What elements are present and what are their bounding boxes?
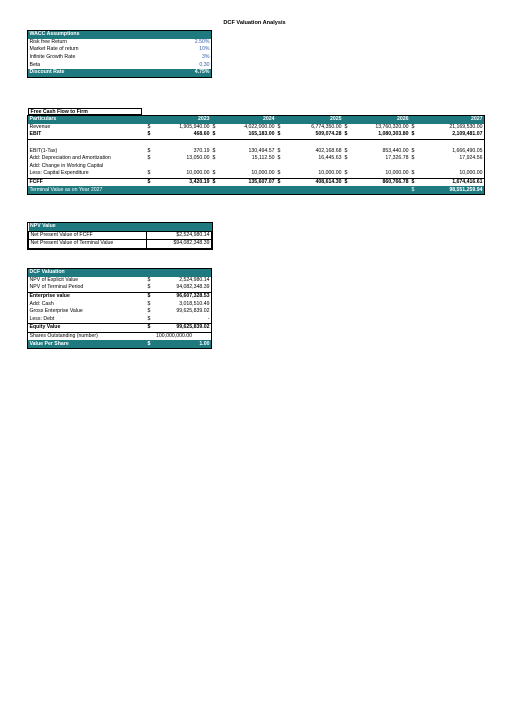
terminal-value: 98,551,259.94 bbox=[416, 186, 484, 194]
dcf-row bbox=[28, 292, 211, 300]
shares-label: Shares Outstanding (number) bbox=[29, 332, 98, 339]
currency-symbol: $ bbox=[411, 123, 415, 130]
npv-table bbox=[28, 223, 212, 249]
year-header: 2025 bbox=[282, 116, 343, 124]
currency-symbol: $ bbox=[147, 292, 151, 299]
cell-value: 853,440.00 bbox=[382, 147, 409, 154]
wacc-label: Risk free Return bbox=[29, 38, 67, 45]
cell-value: 2,109,481.07 bbox=[416, 131, 484, 139]
currency-symbol: $ bbox=[212, 147, 216, 154]
currency-symbol: $ bbox=[411, 170, 415, 177]
cell-value: 10,000.00 bbox=[416, 170, 484, 178]
dcf-row bbox=[28, 324, 211, 333]
fcff-row-ebit-after-tax bbox=[28, 147, 484, 155]
cell-value: 370.19 bbox=[193, 147, 210, 154]
currency-symbol: $ bbox=[147, 123, 151, 130]
wacc-value: 10% bbox=[199, 46, 210, 53]
fcff-row-ebit bbox=[28, 131, 484, 139]
currency-symbol: $ bbox=[411, 178, 415, 185]
particulars-header: Particulars bbox=[28, 116, 146, 124]
vps-value: 1.00 bbox=[152, 340, 211, 348]
terminal-value-row bbox=[28, 186, 484, 194]
fcff-header-row bbox=[28, 116, 484, 124]
currency-symbol: $ bbox=[147, 340, 151, 347]
currency-symbol: $ bbox=[212, 155, 216, 162]
currency-symbol: $ bbox=[212, 123, 216, 130]
fcff-row-depreciation bbox=[28, 155, 484, 163]
wacc-row bbox=[28, 46, 211, 54]
npv-row bbox=[29, 240, 212, 249]
dcf-row bbox=[28, 300, 211, 308]
currency-symbol: $ bbox=[147, 315, 151, 322]
cell-value: 402,168.68 bbox=[315, 147, 342, 154]
currency-symbol: $ bbox=[147, 276, 151, 283]
dcf-label: Less: Debt bbox=[28, 316, 146, 324]
wacc-label: Beta bbox=[29, 61, 41, 68]
wacc-table bbox=[28, 31, 211, 77]
discount-rate-label: Discount Rate bbox=[28, 69, 146, 77]
cell-value: 509,074.28 bbox=[282, 131, 343, 139]
fcff-row-revenue bbox=[28, 124, 484, 132]
dcf-value: 99,625,839.02 bbox=[176, 308, 210, 315]
fcff-row-fcff bbox=[28, 178, 484, 186]
discount-rate-row bbox=[28, 69, 211, 77]
wacc-value: 3% bbox=[202, 53, 210, 60]
currency-symbol: $ bbox=[277, 131, 281, 138]
row-label: Less: Capital Expenditure bbox=[28, 170, 146, 178]
currency-symbol: $ bbox=[147, 308, 151, 315]
cell-value: 10,000.00 bbox=[217, 170, 276, 178]
year-header: 2026 bbox=[349, 116, 410, 124]
npv-value: $94,082,348.39 bbox=[147, 240, 212, 249]
npv-header: NPV Value bbox=[29, 223, 147, 231]
dcf-value: 94,082,348.39 bbox=[152, 284, 211, 292]
currency-symbol: $ bbox=[344, 178, 348, 185]
dcf-label: Add: Cash bbox=[29, 300, 54, 307]
currency-symbol: $ bbox=[411, 186, 415, 193]
currency-symbol: $ bbox=[277, 123, 281, 130]
wacc-header-row bbox=[28, 31, 211, 39]
cell-value: 6,774,350.00 bbox=[311, 123, 342, 130]
currency-symbol: $ bbox=[147, 131, 151, 138]
currency-symbol: $ bbox=[147, 170, 151, 177]
cell-value: 1,674,416.61 bbox=[452, 178, 483, 185]
cell-value: 21,169,530.00 bbox=[449, 123, 483, 130]
dcf-header: DCF Valuation bbox=[28, 269, 146, 277]
cell-value: 4,022,000.00 bbox=[244, 123, 275, 130]
cell-value: 1,666,490.05 bbox=[452, 147, 483, 154]
year-header: 2023 bbox=[152, 116, 211, 124]
dcf-value: 96,607,328.53 bbox=[176, 292, 210, 299]
currency-symbol: $ bbox=[277, 147, 281, 154]
npv-label: Net Present Value of Terminal Value bbox=[29, 240, 147, 249]
dcf-value: 99,625,839.02 bbox=[152, 324, 211, 333]
terminal-value-label: Terminal Value as on Year 2027 bbox=[28, 186, 410, 194]
cell-value: 10,000.00 bbox=[349, 170, 410, 178]
cell-value: 860,766.78 bbox=[382, 178, 409, 185]
fcff-table bbox=[28, 116, 484, 194]
currency-symbol: $ bbox=[147, 324, 151, 331]
currency-symbol: $ bbox=[411, 131, 415, 138]
currency-symbol: $ bbox=[147, 300, 151, 307]
cell-value: 3,420.19 bbox=[189, 178, 210, 185]
page-title: DCF Valuation Analysis bbox=[223, 20, 286, 26]
cell-value: 135,607.07 bbox=[248, 178, 275, 185]
currency-symbol: $ bbox=[147, 284, 151, 291]
shares-value: 100,000,000.00 bbox=[156, 332, 193, 339]
wacc-value: 0.30 bbox=[199, 61, 210, 68]
dcf-label: Equity Value bbox=[28, 324, 146, 333]
currency-symbol: $ bbox=[147, 178, 151, 185]
currency-symbol: $ bbox=[212, 131, 216, 138]
cell-value: 468.60 bbox=[152, 131, 211, 139]
cell-value: 16,445.63 bbox=[318, 155, 342, 162]
year-header: 2024 bbox=[217, 116, 276, 124]
row-label: Add: Depreciation and Amortization bbox=[29, 155, 111, 162]
dcf-label: Gross Enterprise Value bbox=[29, 308, 83, 315]
wacc-row bbox=[28, 54, 211, 62]
cell-value: 13,760,320.00 bbox=[375, 123, 409, 130]
cell-value: 10,000.00 bbox=[282, 170, 343, 178]
wacc-value: 2.50% bbox=[194, 38, 210, 45]
cell-value: 17,326.78 bbox=[385, 155, 409, 162]
dcf-table bbox=[28, 269, 211, 348]
fcff-row-capex bbox=[28, 170, 484, 178]
dcf-label: NPV of Explicit Value bbox=[29, 276, 79, 283]
wacc-label: Market Rate of return bbox=[29, 46, 79, 53]
npv-label: Net Present Value of FCFF bbox=[29, 231, 147, 240]
cell-value: 408,614.30 bbox=[315, 178, 342, 185]
cell-value: 1,905,940.00 bbox=[179, 123, 210, 130]
currency-symbol: $ bbox=[344, 131, 348, 138]
cell-value: 17,924.56 bbox=[459, 155, 483, 162]
dcf-row bbox=[28, 316, 211, 324]
currency-symbol: $ bbox=[277, 178, 281, 185]
shares-outstanding-row bbox=[28, 332, 211, 340]
discount-rate-value: 4.75% bbox=[146, 69, 211, 77]
dcf-value: 3,018,510.49 bbox=[179, 300, 210, 307]
currency-symbol: $ bbox=[411, 147, 415, 154]
currency-symbol: $ bbox=[344, 170, 348, 177]
dcf-value: 2,524,980.14 bbox=[179, 276, 210, 283]
value-per-share-row bbox=[28, 340, 211, 348]
dcf-header-row bbox=[28, 269, 211, 277]
row-label: EBIT bbox=[28, 131, 146, 139]
currency-symbol: $ bbox=[212, 178, 216, 185]
currency-symbol: $ bbox=[147, 147, 151, 154]
currency-symbol: $ bbox=[212, 170, 216, 177]
dcf-row bbox=[28, 284, 211, 292]
currency-symbol: $ bbox=[344, 123, 348, 130]
wacc-label: Infinite Growth Rate bbox=[29, 53, 76, 60]
dcf-label: NPV of Terminal Period bbox=[28, 284, 146, 292]
wacc-header: WACC Assumptions bbox=[28, 31, 146, 39]
row-label: EBIT(1-Tax) bbox=[29, 147, 58, 154]
cell-value: 13,050.00 bbox=[186, 155, 210, 162]
row-label: FCFF bbox=[29, 178, 43, 185]
year-header: 2027 bbox=[416, 116, 484, 124]
currency-symbol: $ bbox=[411, 155, 415, 162]
row-label: Add: Change in Working Capital bbox=[29, 162, 104, 169]
npv-value: $2,524,980.14 bbox=[147, 231, 212, 240]
dcf-label: Enterprise value bbox=[29, 292, 70, 299]
npv-header-row bbox=[29, 223, 212, 231]
cell-value: 165,183.00 bbox=[217, 131, 276, 139]
currency-symbol: $ bbox=[344, 147, 348, 154]
cell-value: 130,494.57 bbox=[248, 147, 275, 154]
vps-label: Value Per Share bbox=[28, 340, 146, 348]
npv-row bbox=[29, 231, 212, 240]
row-label: Revenue bbox=[29, 123, 51, 130]
cell-value: 10,000.00 bbox=[152, 170, 211, 178]
cell-value: 1,080,303.80 bbox=[349, 131, 410, 139]
currency-symbol: $ bbox=[147, 155, 151, 162]
dcf-row bbox=[28, 308, 211, 316]
fcff-title: Free Cash Flow to Firm bbox=[28, 108, 142, 115]
currency-symbol: $ bbox=[344, 155, 348, 162]
wacc-row bbox=[28, 39, 211, 47]
fcff-row-working-capital bbox=[28, 163, 484, 171]
dcf-row bbox=[28, 277, 211, 285]
dcf-value: - bbox=[152, 316, 211, 324]
blank-row bbox=[28, 139, 484, 147]
currency-symbol: $ bbox=[277, 170, 281, 177]
currency-symbol: $ bbox=[277, 155, 281, 162]
wacc-row bbox=[28, 61, 211, 69]
cell-value: 15,112.50 bbox=[251, 155, 275, 162]
